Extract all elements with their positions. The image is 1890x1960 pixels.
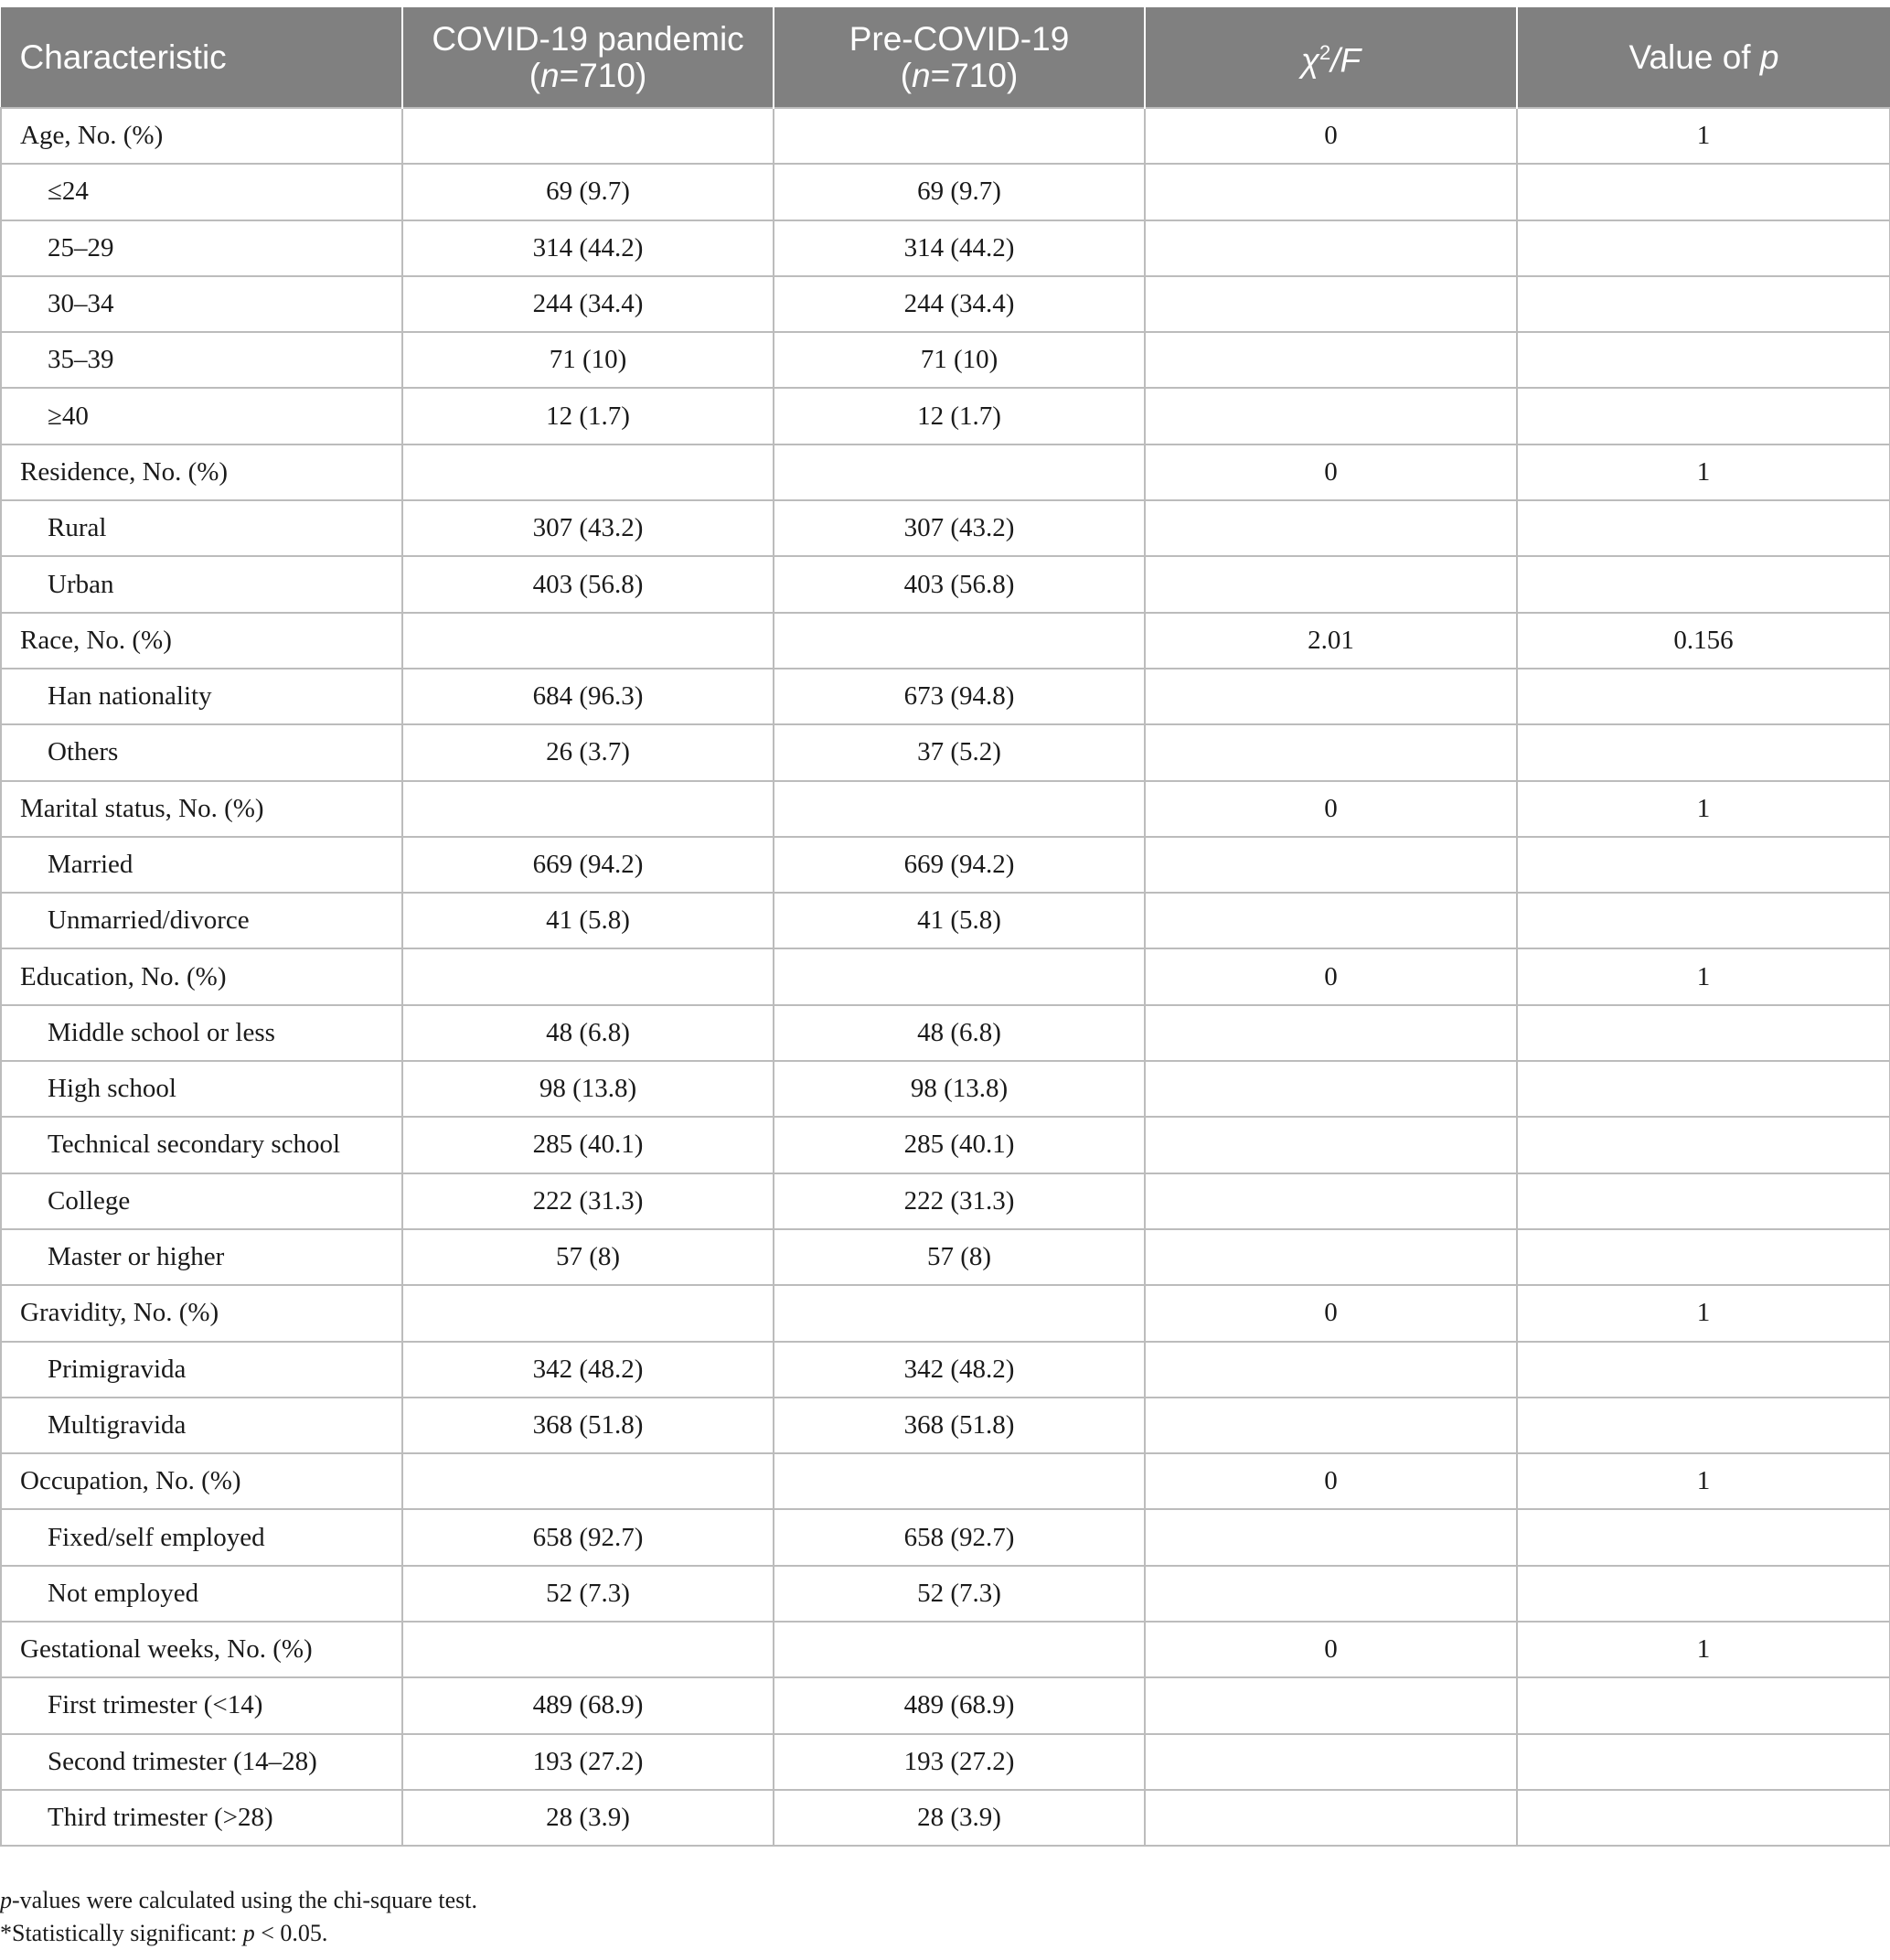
cell-p-value	[1517, 1173, 1890, 1229]
cell-chi-square	[1145, 1342, 1517, 1398]
cell-p-value	[1517, 332, 1890, 388]
cell-p-value	[1517, 1734, 1890, 1790]
cell-chi-square: 0	[1145, 444, 1517, 500]
header-characteristic: Characteristic	[1, 7, 402, 108]
cell-characteristic: Rural	[1, 500, 402, 556]
cell-covid: 307 (43.2)	[402, 500, 774, 556]
cell-pre-covid: 658 (92.7)	[774, 1509, 1145, 1565]
cell-characteristic: Married	[1, 837, 402, 893]
cell-chi-square	[1145, 724, 1517, 780]
cell-chi-square	[1145, 1398, 1517, 1453]
cell-characteristic: Primigravida	[1, 1342, 402, 1398]
cell-pre-covid: 48 (6.8)	[774, 1005, 1145, 1061]
cell-covid: 41 (5.8)	[402, 893, 774, 948]
cell-characteristic: College	[1, 1173, 402, 1229]
cell-chi-square	[1145, 332, 1517, 388]
cell-chi-square	[1145, 1734, 1517, 1790]
cell-characteristic: Residence, No. (%)	[1, 444, 402, 500]
header-p-value: Value of p	[1517, 7, 1890, 108]
cell-pre-covid	[774, 108, 1145, 164]
table-row-subcategory	[1, 1117, 1890, 1173]
cell-p-value: 1	[1517, 108, 1890, 164]
cell-p-value	[1517, 164, 1890, 220]
cell-pre-covid: 28 (3.9)	[774, 1790, 1145, 1846]
cell-characteristic: 30–34	[1, 276, 402, 332]
table-row-subcategory	[1, 893, 1890, 948]
cell-covid	[402, 948, 774, 1004]
cell-pre-covid: 285 (40.1)	[774, 1117, 1145, 1173]
header-pre-covid: Pre-COVID-19 (n=710)	[774, 7, 1145, 108]
table-row-subcategory	[1, 500, 1890, 556]
cell-characteristic: Middle school or less	[1, 1005, 402, 1061]
cell-covid: 285 (40.1)	[402, 1117, 774, 1173]
cell-covid: 28 (3.9)	[402, 1790, 774, 1846]
cell-characteristic: Urban	[1, 556, 402, 612]
cell-characteristic: ≤24	[1, 164, 402, 220]
table-row-subcategory	[1, 1173, 1890, 1229]
table-row-subcategory	[1, 1342, 1890, 1398]
cell-p-value: 0.156	[1517, 613, 1890, 669]
table-row-category	[1, 1453, 1890, 1509]
cell-covid: 669 (94.2)	[402, 837, 774, 893]
cell-covid: 342 (48.2)	[402, 1342, 774, 1398]
cell-covid	[402, 1453, 774, 1509]
cell-pre-covid: 669 (94.2)	[774, 837, 1145, 893]
cell-characteristic: Others	[1, 724, 402, 780]
cell-pre-covid	[774, 948, 1145, 1004]
table-row-subcategory	[1, 1734, 1890, 1790]
table-row-subcategory	[1, 1061, 1890, 1117]
cell-p-value: 1	[1517, 948, 1890, 1004]
cell-chi-square: 0	[1145, 108, 1517, 164]
cell-covid: 193 (27.2)	[402, 1734, 774, 1790]
table-row-category	[1, 444, 1890, 500]
header-covid-pandemic: COVID-19 pandemic (n=710)	[402, 7, 774, 108]
cell-covid: 658 (92.7)	[402, 1509, 774, 1565]
cell-chi-square	[1145, 669, 1517, 724]
table-row-subcategory	[1, 332, 1890, 388]
cell-characteristic: First trimester (<14)	[1, 1677, 402, 1733]
cell-p-value: 1	[1517, 781, 1890, 837]
header-chi-square: $\chi^2/F$	[1145, 7, 1517, 108]
cell-characteristic: Age, No. (%)	[1, 108, 402, 164]
cell-pre-covid: 71 (10)	[774, 332, 1145, 388]
cell-characteristic: ≥40	[1, 388, 402, 444]
cell-p-value	[1517, 1398, 1890, 1453]
cell-covid: 244 (34.4)	[402, 276, 774, 332]
cell-chi-square	[1145, 1677, 1517, 1733]
table-row-category	[1, 613, 1890, 669]
cell-p-value	[1517, 276, 1890, 332]
cell-p-value	[1517, 1061, 1890, 1117]
table-row-category	[1, 1285, 1890, 1341]
cell-pre-covid: 57 (8)	[774, 1229, 1145, 1285]
cell-pre-covid: 52 (7.3)	[774, 1566, 1145, 1622]
cell-pre-covid: 41 (5.8)	[774, 893, 1145, 948]
cell-chi-square	[1145, 893, 1517, 948]
cell-chi-square: 2.01	[1145, 613, 1517, 669]
cell-chi-square	[1145, 388, 1517, 444]
cell-p-value	[1517, 1790, 1890, 1846]
cell-chi-square	[1145, 276, 1517, 332]
cell-characteristic: Gravidity, No. (%)	[1, 1285, 402, 1341]
cell-covid: 314 (44.2)	[402, 220, 774, 276]
footnotes	[0, 1884, 477, 1950]
cell-p-value	[1517, 388, 1890, 444]
cell-characteristic: Education, No. (%)	[1, 948, 402, 1004]
cell-covid: 12 (1.7)	[402, 388, 774, 444]
cell-pre-covid: 69 (9.7)	[774, 164, 1145, 220]
cell-p-value	[1517, 1005, 1890, 1061]
cell-covid: 48 (6.8)	[402, 1005, 774, 1061]
cell-pre-covid: 12 (1.7)	[774, 388, 1145, 444]
cell-covid: 69 (9.7)	[402, 164, 774, 220]
table-body	[1, 108, 1890, 1846]
cell-pre-covid	[774, 613, 1145, 669]
cell-p-value	[1517, 893, 1890, 948]
cell-chi-square	[1145, 1509, 1517, 1565]
cell-chi-square	[1145, 164, 1517, 220]
cell-characteristic: Marital status, No. (%)	[1, 781, 402, 837]
cell-p-value	[1517, 724, 1890, 780]
table-row-subcategory	[1, 669, 1890, 724]
cell-chi-square: 0	[1145, 1285, 1517, 1341]
cell-p-value: 1	[1517, 1622, 1890, 1677]
cell-covid: 368 (51.8)	[402, 1398, 774, 1453]
cell-pre-covid: 489 (68.9)	[774, 1677, 1145, 1733]
cell-characteristic: Unmarried/divorce	[1, 893, 402, 948]
cell-p-value: 1	[1517, 444, 1890, 500]
cell-p-value	[1517, 1677, 1890, 1733]
cell-p-value	[1517, 1342, 1890, 1398]
cell-pre-covid: 244 (34.4)	[774, 276, 1145, 332]
cell-pre-covid: 314 (44.2)	[774, 220, 1145, 276]
cell-chi-square	[1145, 1173, 1517, 1229]
cell-pre-covid: 342 (48.2)	[774, 1342, 1145, 1398]
cell-p-value	[1517, 556, 1890, 612]
cell-pre-covid: 673 (94.8)	[774, 669, 1145, 724]
cell-covid: 98 (13.8)	[402, 1061, 774, 1117]
cell-pre-covid	[774, 1285, 1145, 1341]
cell-characteristic: Multigravida	[1, 1398, 402, 1453]
cell-characteristic: High school	[1, 1061, 402, 1117]
cell-characteristic: Second trimester (14–28)	[1, 1734, 402, 1790]
table-row-subcategory	[1, 164, 1890, 220]
cell-p-value	[1517, 1229, 1890, 1285]
cell-chi-square: 0	[1145, 948, 1517, 1004]
table-header-row	[1, 7, 1890, 108]
table-row-subcategory	[1, 556, 1890, 612]
cell-pre-covid	[774, 1453, 1145, 1509]
cell-chi-square	[1145, 1790, 1517, 1846]
cell-characteristic: Han nationality	[1, 669, 402, 724]
cell-characteristic: Fixed/self employed	[1, 1509, 402, 1565]
cell-pre-covid: 403 (56.8)	[774, 556, 1145, 612]
cell-p-value	[1517, 1566, 1890, 1622]
cell-chi-square: 0	[1145, 1622, 1517, 1677]
table-row-subcategory	[1, 837, 1890, 893]
cell-chi-square	[1145, 1117, 1517, 1173]
cell-characteristic: Master or higher	[1, 1229, 402, 1285]
cell-chi-square	[1145, 500, 1517, 556]
cell-p-value: 1	[1517, 1285, 1890, 1341]
cell-pre-covid	[774, 1622, 1145, 1677]
cell-p-value	[1517, 837, 1890, 893]
cell-chi-square	[1145, 1005, 1517, 1061]
table-row-subcategory	[1, 1566, 1890, 1622]
table-row-subcategory	[1, 1677, 1890, 1733]
cell-chi-square	[1145, 1229, 1517, 1285]
cell-chi-square	[1145, 556, 1517, 612]
cell-characteristic: Technical secondary school	[1, 1117, 402, 1173]
characteristics-table	[0, 7, 1890, 1847]
table-row-subcategory	[1, 388, 1890, 444]
table-row-subcategory	[1, 220, 1890, 276]
cell-characteristic: Third trimester (>28)	[1, 1790, 402, 1846]
table-row-category	[1, 781, 1890, 837]
cell-covid	[402, 108, 774, 164]
cell-pre-covid: 98 (13.8)	[774, 1061, 1145, 1117]
table-row-subcategory	[1, 276, 1890, 332]
table-row-subcategory	[1, 1790, 1890, 1846]
cell-chi-square	[1145, 1061, 1517, 1117]
cell-chi-square: 0	[1145, 1453, 1517, 1509]
cell-characteristic: Occupation, No. (%)	[1, 1453, 402, 1509]
cell-characteristic: Not employed	[1, 1566, 402, 1622]
cell-pre-covid: 368 (51.8)	[774, 1398, 1145, 1453]
cell-covid: 684 (96.3)	[402, 669, 774, 724]
cell-covid: 57 (8)	[402, 1229, 774, 1285]
table-row-subcategory	[1, 1398, 1890, 1453]
cell-covid	[402, 613, 774, 669]
table-row-subcategory	[1, 1229, 1890, 1285]
cell-pre-covid: 307 (43.2)	[774, 500, 1145, 556]
table-row-subcategory	[1, 724, 1890, 780]
cell-pre-covid	[774, 444, 1145, 500]
cell-covid: 26 (3.7)	[402, 724, 774, 780]
cell-chi-square	[1145, 220, 1517, 276]
footnote-method: p-values were calculated using the chi-square test.	[0, 1887, 477, 1913]
footnote-significance: *Statistically significant: p < 0.05.	[0, 1920, 328, 1946]
cell-covid: 71 (10)	[402, 332, 774, 388]
cell-covid: 489 (68.9)	[402, 1677, 774, 1733]
cell-covid	[402, 781, 774, 837]
cell-covid: 222 (31.3)	[402, 1173, 774, 1229]
cell-characteristic: 25–29	[1, 220, 402, 276]
cell-pre-covid: 193 (27.2)	[774, 1734, 1145, 1790]
cell-covid: 52 (7.3)	[402, 1566, 774, 1622]
cell-pre-covid	[774, 781, 1145, 837]
table-row-subcategory	[1, 1005, 1890, 1061]
cell-covid	[402, 1285, 774, 1341]
cell-covid	[402, 1622, 774, 1677]
cell-p-value	[1517, 220, 1890, 276]
cell-covid: 403 (56.8)	[402, 556, 774, 612]
cell-pre-covid: 37 (5.2)	[774, 724, 1145, 780]
cell-chi-square	[1145, 1566, 1517, 1622]
table-row-category	[1, 948, 1890, 1004]
table-row-category	[1, 1622, 1890, 1677]
cell-characteristic: 35–39	[1, 332, 402, 388]
cell-characteristic: Race, No. (%)	[1, 613, 402, 669]
cell-p-value	[1517, 1509, 1890, 1565]
characteristics-table-container	[0, 7, 1889, 1847]
cell-p-value	[1517, 669, 1890, 724]
cell-chi-square	[1145, 837, 1517, 893]
cell-p-value	[1517, 1117, 1890, 1173]
cell-chi-square: 0	[1145, 781, 1517, 837]
cell-covid	[402, 444, 774, 500]
cell-p-value	[1517, 500, 1890, 556]
cell-pre-covid: 222 (31.3)	[774, 1173, 1145, 1229]
table-row-subcategory	[1, 1509, 1890, 1565]
cell-p-value: 1	[1517, 1453, 1890, 1509]
table-row-category	[1, 108, 1890, 164]
cell-characteristic: Gestational weeks, No. (%)	[1, 1622, 402, 1677]
